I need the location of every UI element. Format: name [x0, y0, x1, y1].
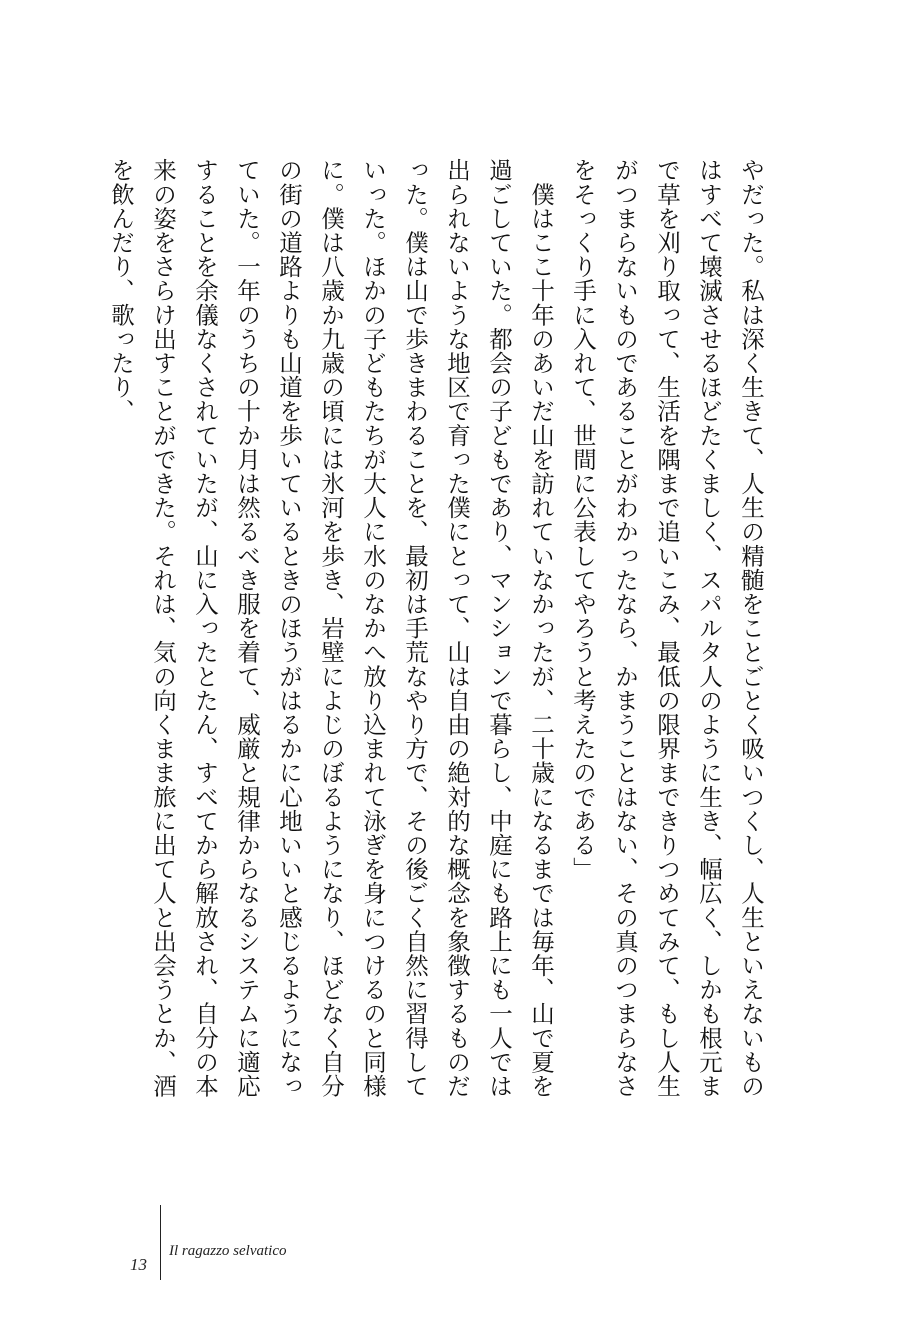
page-number: 13	[130, 1255, 147, 1274]
paragraph: やだった。私は深く生きて、人生の精髄をことごとく吸いつくし、人生といえないものはすべて壊滅させるほどたくましく、スパルタ人のように生き、幅広く、しかも根元まで草を刈り取って、生活を隅まで追いこみ、最低の限界まできりつめてみて、もし人生がつまらないものであることがわかったなら、かまうことはない、その真のつまらなさをそっくり手に入れて、世間に公表してやろうと考えたのである」	[569, 158, 765, 1098]
footer-divider	[160, 1205, 161, 1280]
running-title: Il ragazzo selvatico	[169, 1243, 287, 1259]
body-text	[107, 158, 772, 1098]
paragraph: 僕はここ十年のあいだ山を訪れていなかったが、二十歳になるまでは毎年、山で夏を過ごしていた。都会の子どもであり、マンションで暮らし、中庭にも路上にも一人では出られないような地区で育った僕にとって、山は自由の絶対的な概念を象徴するものだった。僕は山で歩きまわることを、最初は手荒なやり方で、その後ごく自然に習得していった。ほかの子どもたちが大人に水のなかへ放り込まれて泳ぎを身につけるのと同様に。僕は八歳か九歳の頃には氷河を歩き、岩壁によじのぼるようになり、ほどなく自分の街の道路よりも山道を歩いているときのほうがはるかに心地いいと感じるようになっていた。一年のうちの十か月は然るべき服を着て、威厳と規律からなるシステムに適応することを余儀なくされていたが、山に入ったとたん、すべてから解放され、自分の本来の姿をさらけ出すことができた。それは、気の向くまま旅に出て人と出会うとか、酒を飲んだり、歌ったり、	[107, 158, 555, 1098]
